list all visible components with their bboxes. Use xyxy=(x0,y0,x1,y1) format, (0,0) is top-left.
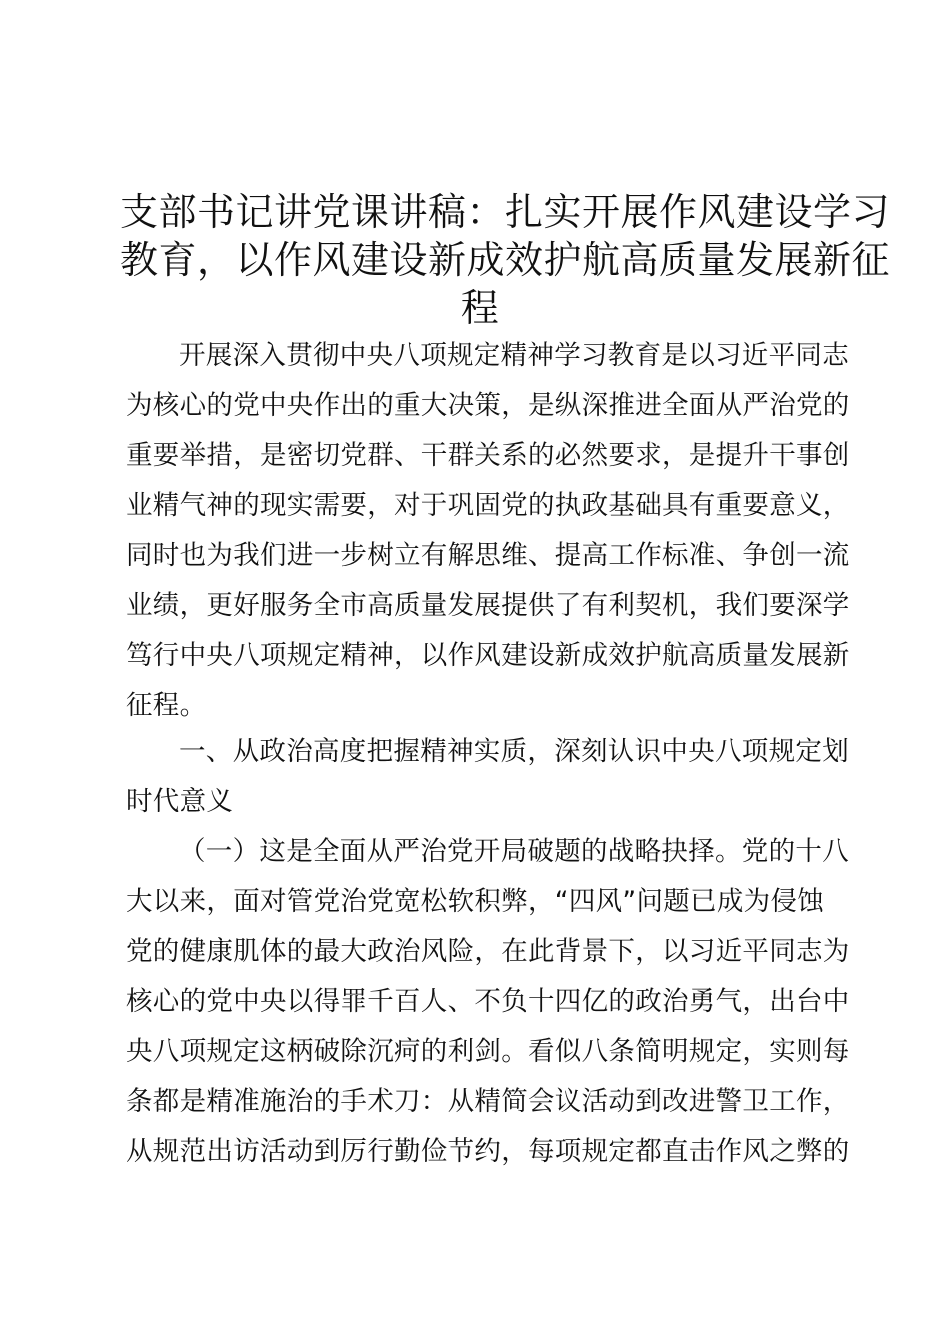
title-line-2: 教育，以作风建设新成效护航高质量发展新征 xyxy=(120,238,891,282)
intro-paragraph xyxy=(126,331,850,731)
subsection-line: 从规范出访活动到厉行勤俭节约，每项规定都直击作风之弊的 xyxy=(126,1136,850,1167)
section-heading-line: 时代意义 xyxy=(126,786,234,817)
subsection-paragraph-1 xyxy=(126,827,850,1177)
intro-line: 为核心的党中央作出的重大决策，是纵深推进全面从严治党的 xyxy=(126,390,850,421)
intro-line: 业绩，更好服务全市高质量发展提供了有利契机，我们要深学 xyxy=(126,590,850,621)
intro-line: 征程。 xyxy=(126,690,207,721)
intro-line: 重要举措，是密切党群、干群关系的必然要求，是提升干事创 xyxy=(126,440,850,471)
intro-line: 笃行中央八项规定精神，以作风建设新成效护航高质量发展新 xyxy=(126,640,850,671)
subsection-line: （一）这是全面从严治党开局破题的战略抉择。党的十八 xyxy=(179,836,849,867)
section-heading-line: 一、从政治高度把握精神实质，深刻认识中央八项规定划 xyxy=(179,736,849,767)
title-line-1: 支部书记讲党课讲稿：扎实开展作风建设学习 xyxy=(120,190,891,234)
title-line-3: 程 xyxy=(460,286,500,330)
document-title xyxy=(120,188,891,332)
intro-line: 业精气神的现实需要，对于巩固党的执政基础具有重要意义， xyxy=(126,490,850,521)
subsection-line: 大以来，面对管党治党宽松软积弊，“四风”问题已成为侵蚀 xyxy=(126,886,825,917)
subsection-line: 党的健康肌体的最大政治风险，在此背景下，以习近平同志为 xyxy=(126,936,850,967)
intro-line: 开展深入贯彻中央八项规定精神学习教育是以习近平同志 xyxy=(179,340,849,371)
intro-line: 同时也为我们进一步树立有解思维、提高工作标准、争创一流 xyxy=(126,540,850,571)
subsection-line: 条都是精准施治的手术刀：从精简会议活动到改进警卫工作， xyxy=(126,1086,850,1117)
section-heading-1 xyxy=(126,727,849,827)
subsection-line: 央八项规定这柄破除沉疴的利剑。看似八条简明规定，实则每 xyxy=(126,1036,850,1067)
subsection-line: 核心的党中央以得罪千百人、不负十四亿的政治勇气，出台中 xyxy=(126,986,850,1017)
